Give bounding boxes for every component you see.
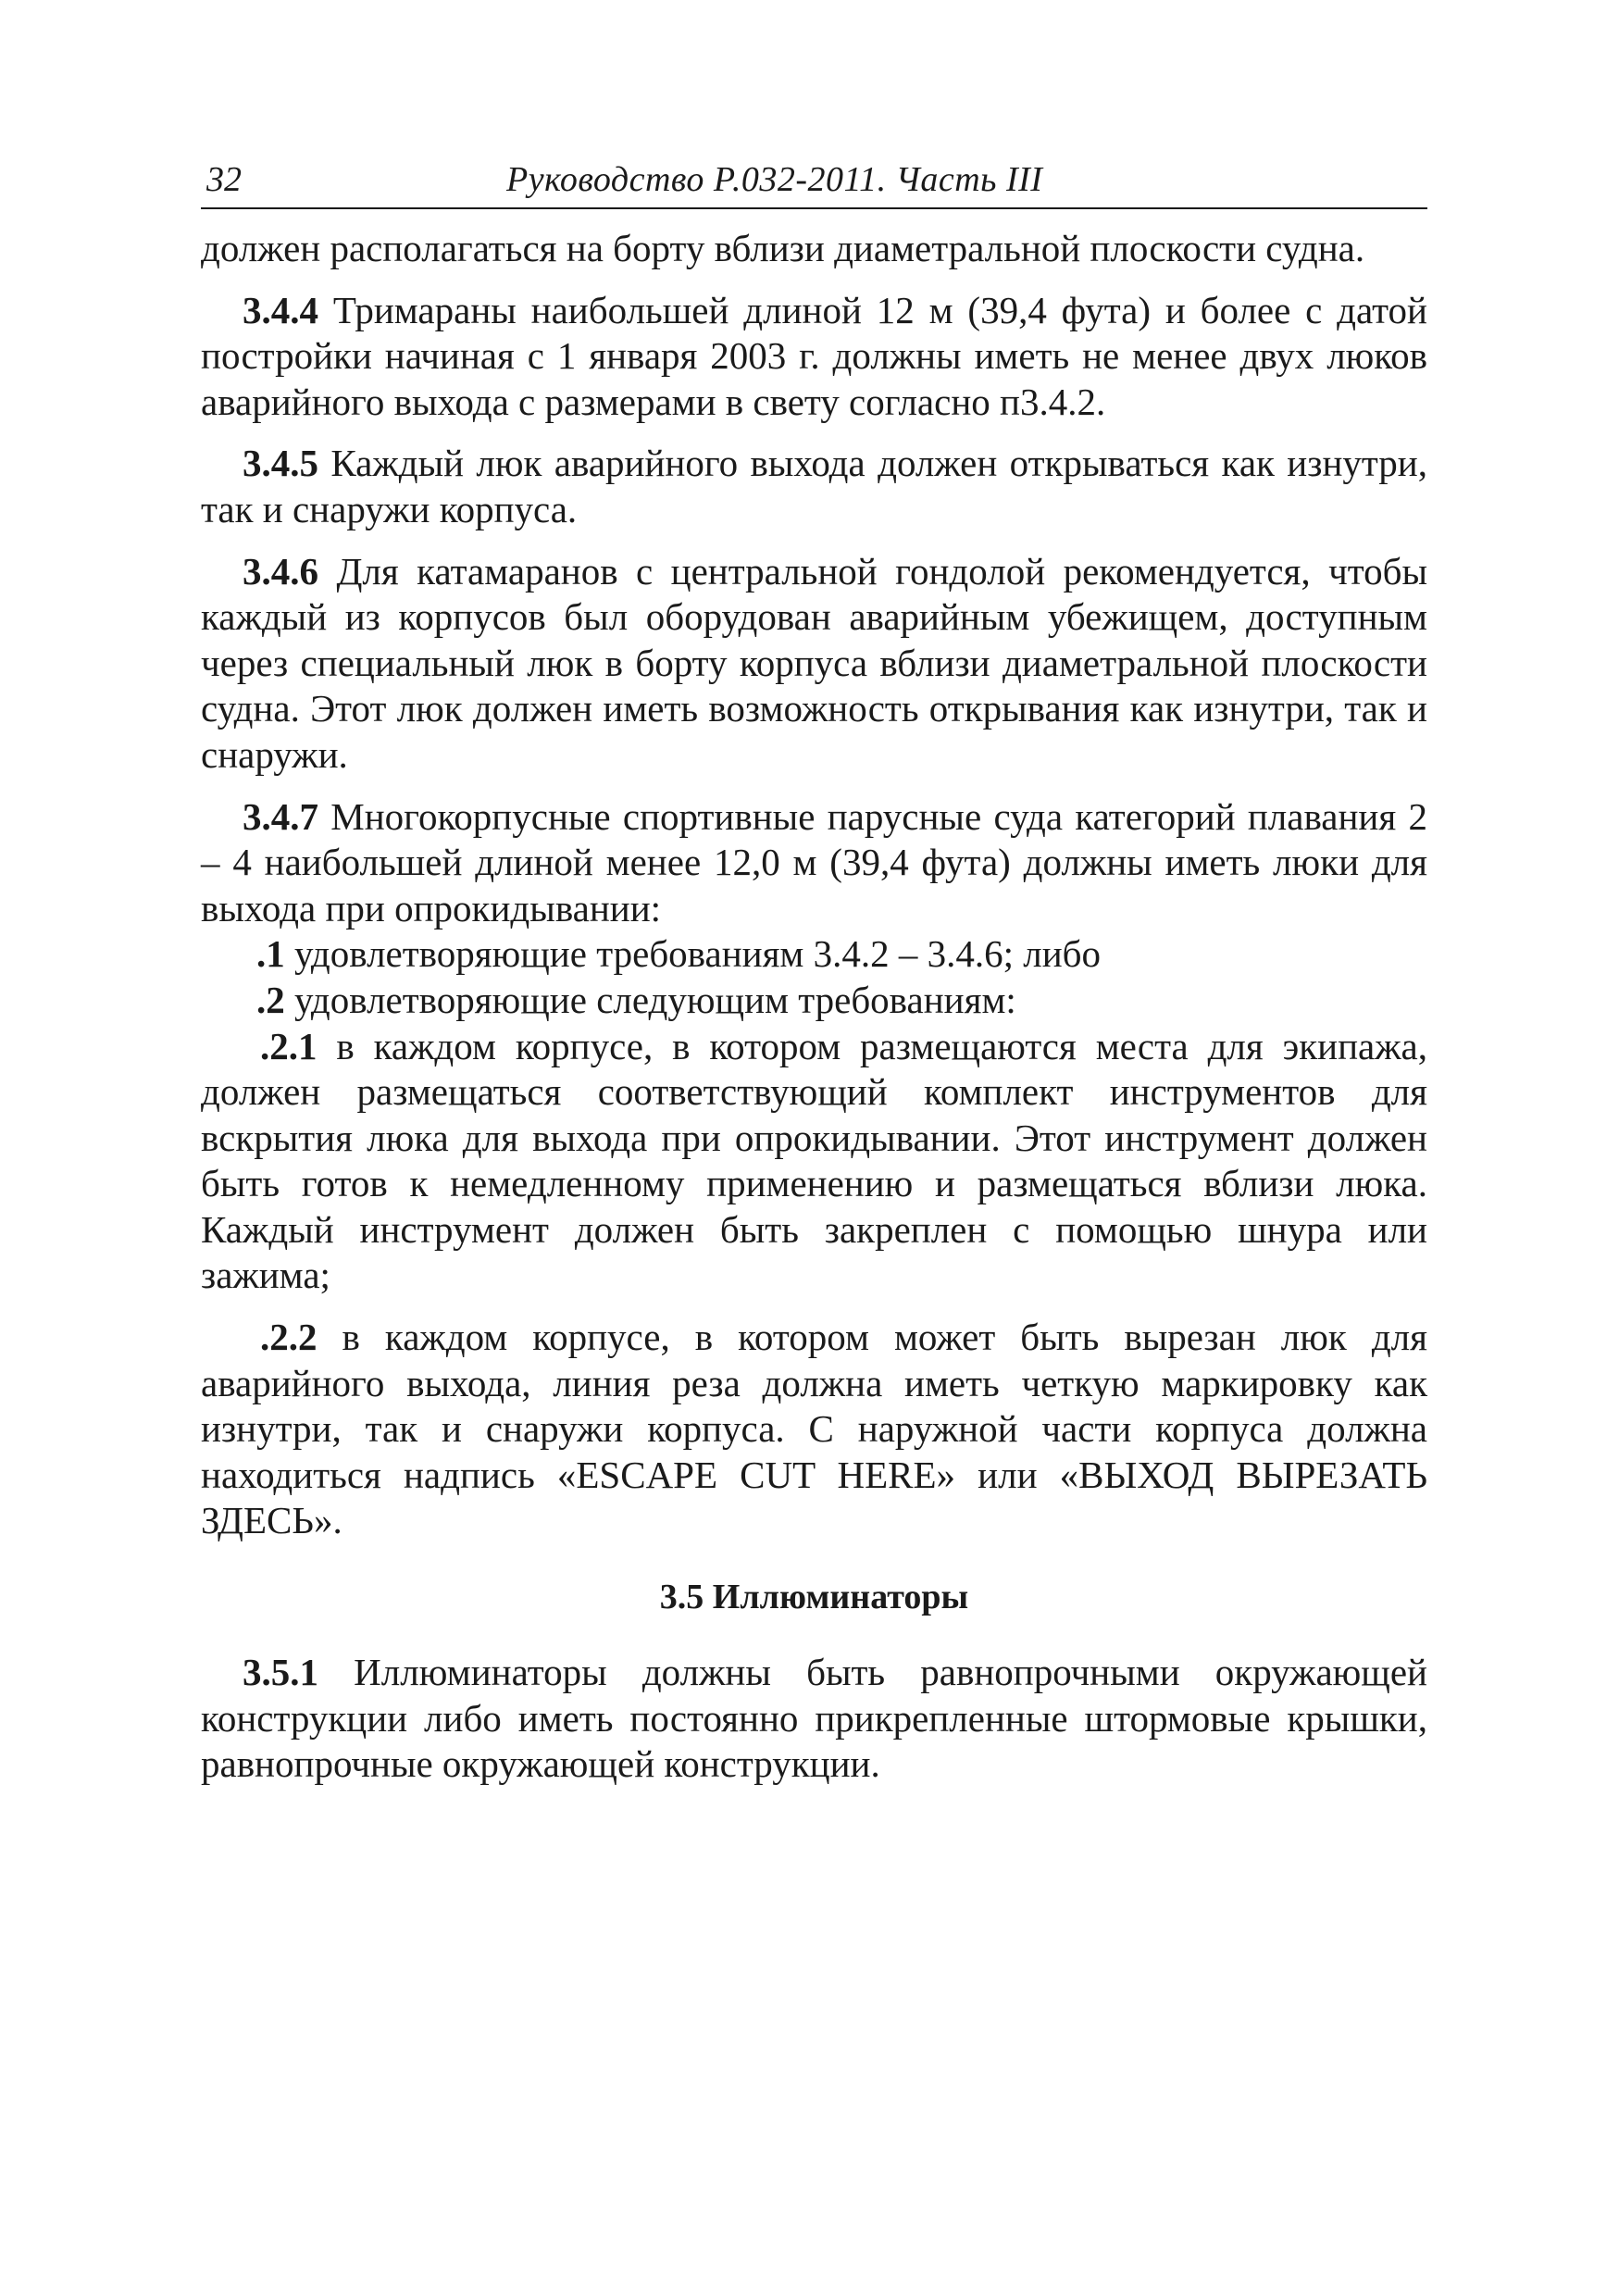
document-page <box>201 148 1427 1788</box>
list-item-text: в каждом корпусе, в котором размещаются места для экипажа, должен размещаться соответствующий комплект инструментов для вскрытия люка для выхода при опрокидывании. Этот инструмент должен быть готов к немедленному применению и размещаться вблизи люка. Каждый инструмент должен быть закреплен с помощью шнура или зажима; <box>201 1024 1427 1297</box>
list-item-number: .2.2 <box>260 1316 318 1359</box>
list-item-2 <box>201 978 1427 1024</box>
paragraph-number: 3.4.5 <box>243 442 318 485</box>
list-item-text: в каждом корпусе, в котором может быть вырезан люк для аварийного выхода, линия реза должна иметь четкую маркировку как изнутри, так и снаружи корпуса. С наружной части корпуса должна находиться надпись «ESCAPE CUT HERE» или «ВЫХОД ВЫРЕЗАТЬ ЗДЕСЬ». <box>201 1316 1427 1542</box>
paragraph-text: Тримараны наибольшей длиной 12 м (39,4 фута) и более с датой постройки начиная с 1 января 2003 г. должны иметь не менее двух люков аварийного выхода с размерами в свету согласно п3.4.2. <box>201 288 1427 423</box>
paragraph-text: Иллюминаторы должны быть равнопрочными окружающей конструкции либо иметь постоянно прикрепленные штормовые крышки, равнопрочные окружающей конструкции. <box>201 1651 1427 1786</box>
paragraph-number: 3.4.7 <box>243 794 318 838</box>
paragraph-3-4-7 <box>201 794 1427 932</box>
list-item-number: .1 <box>256 932 285 976</box>
list-item-number: .2 <box>256 978 285 1021</box>
list-item-2-1 <box>201 1024 1427 1300</box>
paragraph-3-5-1 <box>201 1650 1427 1788</box>
paragraph-3-4-4 <box>201 288 1427 426</box>
section-heading-3-5: 3.5 Иллюминаторы <box>659 1578 969 1617</box>
paragraph-text: должен располагаться на борту вблизи диаметральной плоскости судна. <box>201 227 1365 269</box>
paragraph-number: 3.5.1 <box>243 1651 318 1694</box>
list-item-1 <box>201 931 1427 978</box>
paragraph-text: Многокорпусные спортивные парусные суда категорий плавания 2 – 4 наибольшей длиной менее 12,0 м (39,4 фута) должны иметь люки для выхода при опрокидывании: <box>201 794 1427 930</box>
paragraph-text: Каждый люк аварийного выхода должен открываться как изнутри, так и снаружи корпуса. <box>201 442 1427 530</box>
running-header <box>201 148 1427 209</box>
list-item-text: удовлетворяющие следующим требованиям: <box>284 978 1016 1021</box>
paragraph-number: 3.4.6 <box>243 549 318 593</box>
paragraph-text: Для катамаранов с центральной гондолой рекомендуется, чтобы каждый из корпусов был оборудован аварийным убежищем, доступным через специальный люк в борту корпуса вблизи диаметральной плоскости судна. Этот люк должен иметь возможность открывания как изнутри, так и снаружи. <box>201 549 1427 776</box>
page-number: 32 <box>206 160 242 199</box>
paragraph-3-4-5 <box>201 441 1427 532</box>
paragraph-number: 3.4.4 <box>243 288 318 331</box>
list-item-text: удовлетворяющие требованиям 3.4.2 – 3.4.6; либо <box>284 932 1102 976</box>
header-title: Руководство Р.032-2011. Часть III <box>506 160 1043 199</box>
paragraph-continuation <box>201 226 1427 272</box>
list-item-number: .2.1 <box>260 1024 318 1067</box>
paragraph-3-4-6 <box>201 549 1427 779</box>
list-item-2-2 <box>201 1315 1427 1544</box>
body-text <box>201 226 1427 1788</box>
